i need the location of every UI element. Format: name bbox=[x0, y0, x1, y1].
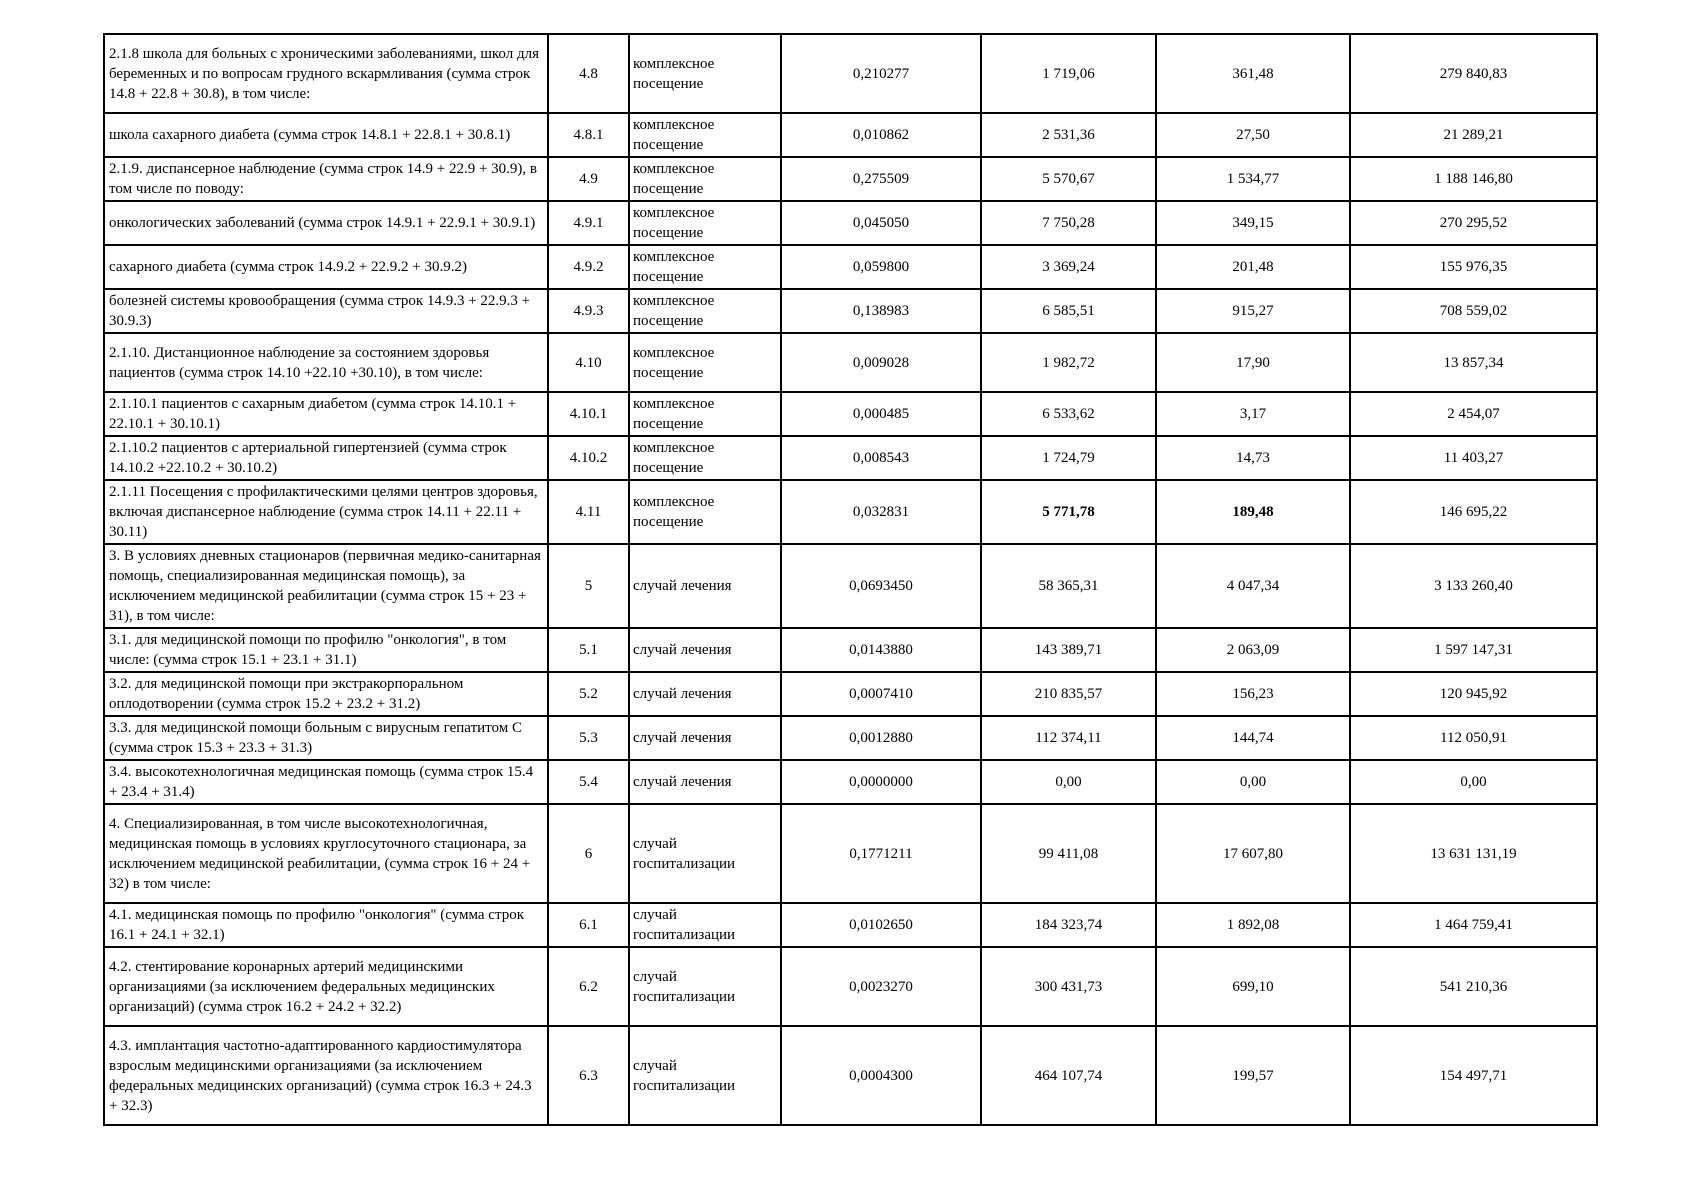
total-cell: 11 403,27 bbox=[1350, 436, 1597, 480]
table-row bbox=[104, 480, 1597, 544]
unit-cell: комплексное посещение bbox=[629, 392, 781, 436]
unit-cell: случай госпитализации bbox=[629, 1026, 781, 1125]
total-cell: 270 295,52 bbox=[1350, 201, 1597, 245]
row-name-cell: школа сахарного диабета (сумма строк 14.8.1 + 22.8.1 + 30.8.1) bbox=[104, 113, 548, 157]
norm-cell: 0,0102650 bbox=[781, 903, 981, 947]
total-cell: 154 497,71 bbox=[1350, 1026, 1597, 1125]
norm-cell: 0,0012880 bbox=[781, 716, 981, 760]
norm-cell: 0,010862 bbox=[781, 113, 981, 157]
table-row bbox=[104, 716, 1597, 760]
unit-cell: случай лечения bbox=[629, 716, 781, 760]
total-cell: 155 976,35 bbox=[1350, 245, 1597, 289]
unit-cell: комплексное посещение bbox=[629, 245, 781, 289]
row-name-cell: 2.1.10.1 пациентов с сахарным диабетом (сумма строк 14.10.1 + 22.10.1 + 30.10.1) bbox=[104, 392, 548, 436]
table-row bbox=[104, 113, 1597, 157]
norm-cell: 0,0000000 bbox=[781, 760, 981, 804]
total-cell: 0,00 bbox=[1350, 760, 1597, 804]
row-name-cell: 3.2. для медицинской помощи при экстракорпоральном оплодотворении (сумма строк 15.2 + 23.2 + 31.2) bbox=[104, 672, 548, 716]
unit-cell: случай лечения bbox=[629, 672, 781, 716]
unit-cell: комплексное посещение bbox=[629, 34, 781, 113]
table-row bbox=[104, 333, 1597, 392]
row-name-cell: 3.4. высокотехнологичная медицинская помощь (сумма строк 15.4 + 23.4 + 31.4) bbox=[104, 760, 548, 804]
row-name-cell: 4.3. имплантация частотно-адаптированного кардиостимулятора взрослым медицинскими организациями (за исключением федеральных медицинских организаций) (сумма строк 16.3 + 24.3 + 32.3) bbox=[104, 1026, 548, 1125]
per-capita-cell: 201,48 bbox=[1156, 245, 1350, 289]
table-row bbox=[104, 245, 1597, 289]
norm-cell: 0,0007410 bbox=[781, 672, 981, 716]
table-row bbox=[104, 34, 1597, 113]
unit-cell: комплексное посещение bbox=[629, 289, 781, 333]
total-cell: 120 945,92 bbox=[1350, 672, 1597, 716]
row-name-cell: 2.1.10.2 пациентов с артериальной гипертензией (сумма строк 14.10.2 +22.10.2 + 30.10.2) bbox=[104, 436, 548, 480]
table-row bbox=[104, 760, 1597, 804]
per-capita-cell: 2 063,09 bbox=[1156, 628, 1350, 672]
line-number-cell: 5.3 bbox=[548, 716, 629, 760]
cost-cell: 300 431,73 bbox=[981, 947, 1156, 1026]
per-capita-cell: 3,17 bbox=[1156, 392, 1350, 436]
total-cell: 1 597 147,31 bbox=[1350, 628, 1597, 672]
row-name-cell: 4.1. медицинская помощь по профилю "онкология" (сумма строк 16.1 + 24.1 + 32.1) bbox=[104, 903, 548, 947]
total-cell: 708 559,02 bbox=[1350, 289, 1597, 333]
norm-cell: 0,210277 bbox=[781, 34, 981, 113]
row-name-cell: болезней системы кровообращения (сумма строк 14.9.3 + 22.9.3 + 30.9.3) bbox=[104, 289, 548, 333]
table-row bbox=[104, 157, 1597, 201]
line-number-cell: 4.8.1 bbox=[548, 113, 629, 157]
total-cell: 112 050,91 bbox=[1350, 716, 1597, 760]
total-cell: 21 289,21 bbox=[1350, 113, 1597, 157]
norm-cell: 0,045050 bbox=[781, 201, 981, 245]
line-number-cell: 6.2 bbox=[548, 947, 629, 1026]
unit-cell: комплексное посещение bbox=[629, 201, 781, 245]
norm-cell: 0,1771211 bbox=[781, 804, 981, 903]
norm-cell: 0,0693450 bbox=[781, 544, 981, 628]
cost-cell: 184 323,74 bbox=[981, 903, 1156, 947]
per-capita-cell: 17 607,80 bbox=[1156, 804, 1350, 903]
line-number-cell: 4.9.3 bbox=[548, 289, 629, 333]
norm-cell: 0,0143880 bbox=[781, 628, 981, 672]
per-capita-cell: 349,15 bbox=[1156, 201, 1350, 245]
cost-cell: 1 719,06 bbox=[981, 34, 1156, 113]
per-capita-cell: 156,23 bbox=[1156, 672, 1350, 716]
per-capita-cell: 14,73 bbox=[1156, 436, 1350, 480]
unit-cell: комплексное посещение bbox=[629, 480, 781, 544]
norm-cell: 0,009028 bbox=[781, 333, 981, 392]
cost-cell: 7 750,28 bbox=[981, 201, 1156, 245]
unit-cell: случай лечения bbox=[629, 760, 781, 804]
row-name-cell: 2.1.9. диспансерное наблюдение (сумма строк 14.9 + 22.9 + 30.9), в том числе по поводу: bbox=[104, 157, 548, 201]
cost-cell: 112 374,11 bbox=[981, 716, 1156, 760]
per-capita-cell: 144,74 bbox=[1156, 716, 1350, 760]
cost-cell: 143 389,71 bbox=[981, 628, 1156, 672]
cost-cell: 210 835,57 bbox=[981, 672, 1156, 716]
unit-cell: комплексное посещение bbox=[629, 113, 781, 157]
unit-cell: случай госпитализации bbox=[629, 903, 781, 947]
total-cell: 146 695,22 bbox=[1350, 480, 1597, 544]
table-row bbox=[104, 672, 1597, 716]
norm-cell: 0,0004300 bbox=[781, 1026, 981, 1125]
norm-cell: 0,000485 bbox=[781, 392, 981, 436]
norm-cell: 0,0023270 bbox=[781, 947, 981, 1026]
row-name-cell: сахарного диабета (сумма строк 14.9.2 + 22.9.2 + 30.9.2) bbox=[104, 245, 548, 289]
cost-cell: 58 365,31 bbox=[981, 544, 1156, 628]
line-number-cell: 5.2 bbox=[548, 672, 629, 716]
line-number-cell: 6.3 bbox=[548, 1026, 629, 1125]
unit-cell: комплексное посещение bbox=[629, 333, 781, 392]
line-number-cell: 5 bbox=[548, 544, 629, 628]
norm-cell: 0,032831 bbox=[781, 480, 981, 544]
total-cell: 13 857,34 bbox=[1350, 333, 1597, 392]
norm-cell: 0,008543 bbox=[781, 436, 981, 480]
total-cell: 13 631 131,19 bbox=[1350, 804, 1597, 903]
table-row bbox=[104, 436, 1597, 480]
row-name-cell: 2.1.11 Посещения с профилактическими целями центров здоровья, включая диспансерное наблюдение (сумма строк 14.11 + 22.11 + 30.11) bbox=[104, 480, 548, 544]
line-number-cell: 5.1 bbox=[548, 628, 629, 672]
row-name-cell: 3.1. для медицинской помощи по профилю "онкология", в том числе: (сумма строк 15.1 + 23.1 + 31.1) bbox=[104, 628, 548, 672]
cost-cell: 2 531,36 bbox=[981, 113, 1156, 157]
total-cell: 541 210,36 bbox=[1350, 947, 1597, 1026]
per-capita-cell: 915,27 bbox=[1156, 289, 1350, 333]
line-number-cell: 6.1 bbox=[548, 903, 629, 947]
unit-cell: комплексное посещение bbox=[629, 436, 781, 480]
unit-cell: случай госпитализации bbox=[629, 947, 781, 1026]
total-cell: 1 188 146,80 bbox=[1350, 157, 1597, 201]
data-table bbox=[103, 33, 1598, 1126]
per-capita-cell: 361,48 bbox=[1156, 34, 1350, 113]
row-name-cell: 3. В условиях дневных стационаров (первичная медико-санитарная помощь, специализированная медицинская помощь), за исключением медицинской реабилитации (сумма строк 15 + 23 + 31), в том числе: bbox=[104, 544, 548, 628]
line-number-cell: 4.10.1 bbox=[548, 392, 629, 436]
norm-cell: 0,059800 bbox=[781, 245, 981, 289]
per-capita-cell: 4 047,34 bbox=[1156, 544, 1350, 628]
table-row bbox=[104, 392, 1597, 436]
per-capita-cell: 199,57 bbox=[1156, 1026, 1350, 1125]
unit-cell: случай госпитализации bbox=[629, 804, 781, 903]
line-number-cell: 4.11 bbox=[548, 480, 629, 544]
total-cell: 1 464 759,41 bbox=[1350, 903, 1597, 947]
row-name-cell: 2.1.8 школа для больных с хроническими заболеваниями, школ для беременных и по вопросам грудного вскармливания (сумма строк 14.8 + 22.8 + 30.8), в том числе: bbox=[104, 34, 548, 113]
table-row bbox=[104, 544, 1597, 628]
per-capita-cell: 1 892,08 bbox=[1156, 903, 1350, 947]
line-number-cell: 6 bbox=[548, 804, 629, 903]
unit-cell: комплексное посещение bbox=[629, 157, 781, 201]
cost-cell: 0,00 bbox=[981, 760, 1156, 804]
norm-cell: 0,275509 bbox=[781, 157, 981, 201]
per-capita-cell: 189,48 bbox=[1156, 480, 1350, 544]
row-name-cell: онкологических заболеваний (сумма строк 14.9.1 + 22.9.1 + 30.9.1) bbox=[104, 201, 548, 245]
cost-cell: 99 411,08 bbox=[981, 804, 1156, 903]
table-row bbox=[104, 628, 1597, 672]
per-capita-cell: 699,10 bbox=[1156, 947, 1350, 1026]
cost-cell: 6 533,62 bbox=[981, 392, 1156, 436]
per-capita-cell: 1 534,77 bbox=[1156, 157, 1350, 201]
table-body bbox=[104, 34, 1597, 1125]
table-row bbox=[104, 1026, 1597, 1125]
line-number-cell: 4.9.1 bbox=[548, 201, 629, 245]
cost-cell: 5 771,78 bbox=[981, 480, 1156, 544]
table-row bbox=[104, 201, 1597, 245]
cost-cell: 464 107,74 bbox=[981, 1026, 1156, 1125]
total-cell: 2 454,07 bbox=[1350, 392, 1597, 436]
total-cell: 279 840,83 bbox=[1350, 34, 1597, 113]
per-capita-cell: 0,00 bbox=[1156, 760, 1350, 804]
cost-cell: 1 724,79 bbox=[981, 436, 1156, 480]
line-number-cell: 4.8 bbox=[548, 34, 629, 113]
line-number-cell: 4.10.2 bbox=[548, 436, 629, 480]
table-row bbox=[104, 903, 1597, 947]
line-number-cell: 5.4 bbox=[548, 760, 629, 804]
cost-cell: 5 570,67 bbox=[981, 157, 1156, 201]
line-number-cell: 4.9 bbox=[548, 157, 629, 201]
per-capita-cell: 17,90 bbox=[1156, 333, 1350, 392]
line-number-cell: 4.10 bbox=[548, 333, 629, 392]
total-cell: 3 133 260,40 bbox=[1350, 544, 1597, 628]
table-row bbox=[104, 947, 1597, 1026]
per-capita-cell: 27,50 bbox=[1156, 113, 1350, 157]
cost-cell: 1 982,72 bbox=[981, 333, 1156, 392]
row-name-cell: 4.2. стентирование коронарных артерий медицинскими организациями (за исключением федеральных медицинских организаций) (сумма строк 16.2 + 24.2 + 32.2) bbox=[104, 947, 548, 1026]
unit-cell: случай лечения bbox=[629, 544, 781, 628]
table-row bbox=[104, 289, 1597, 333]
table-row bbox=[104, 804, 1597, 903]
cost-cell: 3 369,24 bbox=[981, 245, 1156, 289]
row-name-cell: 4. Специализированная, в том числе высокотехнологичная, медицинская помощь в условиях круглосуточного стационара, за исключением медицинской реабилитации, (сумма строк 16 + 24 + 32) в том числе: bbox=[104, 804, 548, 903]
line-number-cell: 4.9.2 bbox=[548, 245, 629, 289]
unit-cell: случай лечения bbox=[629, 628, 781, 672]
norm-cell: 0,138983 bbox=[781, 289, 981, 333]
row-name-cell: 2.1.10. Дистанционное наблюдение за состоянием здоровья пациентов (сумма строк 14.10 +22.10 +30.10), в том числе: bbox=[104, 333, 548, 392]
row-name-cell: 3.3. для медицинской помощи больным с вирусным гепатитом С (сумма строк 15.3 + 23.3 + 31.3) bbox=[104, 716, 548, 760]
cost-cell: 6 585,51 bbox=[981, 289, 1156, 333]
